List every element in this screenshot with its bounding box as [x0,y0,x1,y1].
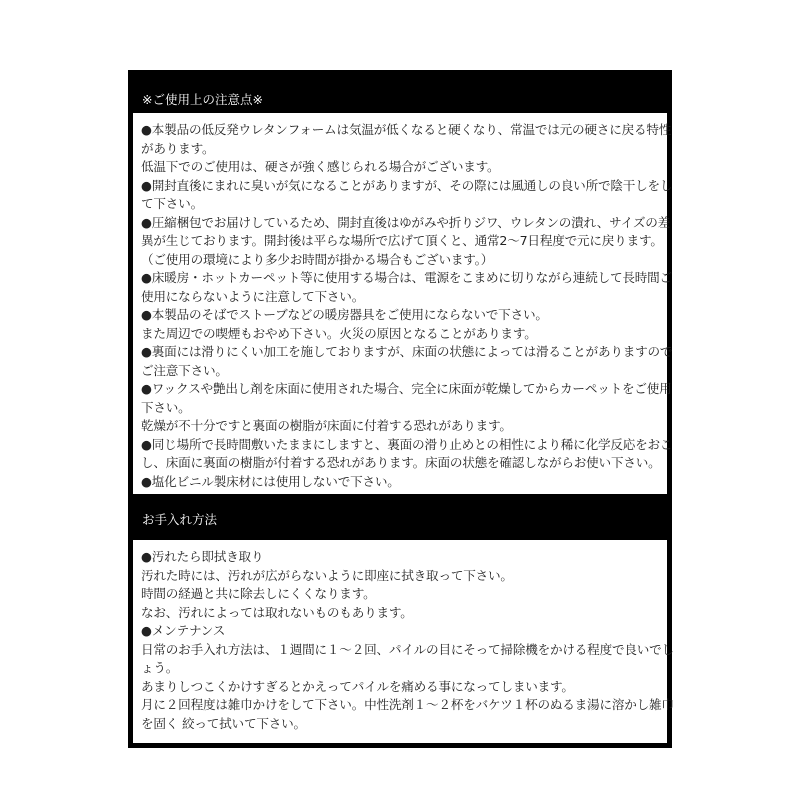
text-line: ●本製品のそばでストーブなどの暖房器具をご使用にならないで下さい。 [141,307,548,322]
text-line: （ご使用の環境により多少お時間が掛かる場合もございます。） [141,251,494,267]
text-line: 低温下でのご使用は、硬さが強く感じられる場合がございます。 [141,159,500,174]
care-header: お手入れ方法 [142,512,218,527]
text-line: ご注意下さい。 [141,362,228,378]
text-line: ●圧縮梱包でお届けしているため、開封直後はゆがみや折りジワ、ウレタンの潰れ、サイズの差 [141,214,671,230]
text-line: があります。 [141,140,215,156]
text-line: あまりしつこくかけすぎるとかえってパイルを痛める事になってしまいます。 [141,678,574,694]
text-line: 使用にならないように注意して下さい。 [141,288,365,304]
text-line: ●裏面には滑りにくい加工を施しておりますが、床面の状態によっては滑ることがありますので [141,344,673,359]
caution-panel [133,113,673,494]
text-line: 乾燥が不十分ですと裏面の樹脂が床面に付着する恐れがあります。 [141,418,512,433]
text-line: ●同じ場所で長時間敷いたままにしますと、裏面の滑り止めとの相性により稀に化学反応をおこ [141,436,673,452]
text-line: て下さい。 [141,196,203,211]
text-line: なお、汚れによっては取れないものもあります。 [141,604,413,620]
caution-header: ※ご使用上の注意点※ [142,92,263,107]
text-line: 異が生じております。開封後は平らな場所で広げて頂くと、通常2～7日程度で元に戻ります。 [141,233,663,248]
text-line: 月に２回程度は雑巾かけをして下さい。中性洗剤１～２杯をバケツ１杯のぬるま湯に溶かし雑巾 [141,697,674,712]
text-line: ょう。 [141,660,179,675]
text-line: 汚れた時には、汚れが広がらないように即座に拭き取って下さい。 [141,567,513,583]
text-line: ●床暖房・ホットカーペット等に使用する場合は、電源をこまめに切りながら連続して長時間ご [141,270,672,285]
text-line: ●開封直後にまれに臭いが気になることがありますが、その際には風通しの良い所で陰干しをし [141,177,673,193]
text-line: 時間の経過と共に除去しにくくなります。 [141,586,376,601]
text-line: ●本製品の低反発ウレタンフォームは気温が低くなると硬くなり、常温では元の硬さに戻る特性 [141,122,672,137]
text-line: を固く 絞って拭いて下さい。 [141,715,306,731]
text-line: ●汚れたら即拭き取り [141,549,264,564]
text-line: し、床面に裏面の樹脂が付着する恐れがあります。床面の状態を確認しながらお使い下さい。 [141,455,661,470]
document-frame [128,70,672,748]
text-line: また周辺での喫煙もおやめ下さい。火災の原因となることがあります。 [141,325,537,341]
text-line: ●ワックスや艶出し剤を床面に使用された場合、完全に床面が乾燥してからカーペットをご使用 [141,381,672,396]
text-line: ●塩化ビニル製床材には使用しないで下さい。 [141,473,400,489]
text-line: 日常のお手入れ方法は、１週間に１～２回、パイルの目にそって掃除機をかける程度で良いでし [141,641,674,657]
text-line: 下さい。 [141,399,191,415]
text-line: ●メンテナンス [141,623,226,638]
care-panel [133,540,674,743]
